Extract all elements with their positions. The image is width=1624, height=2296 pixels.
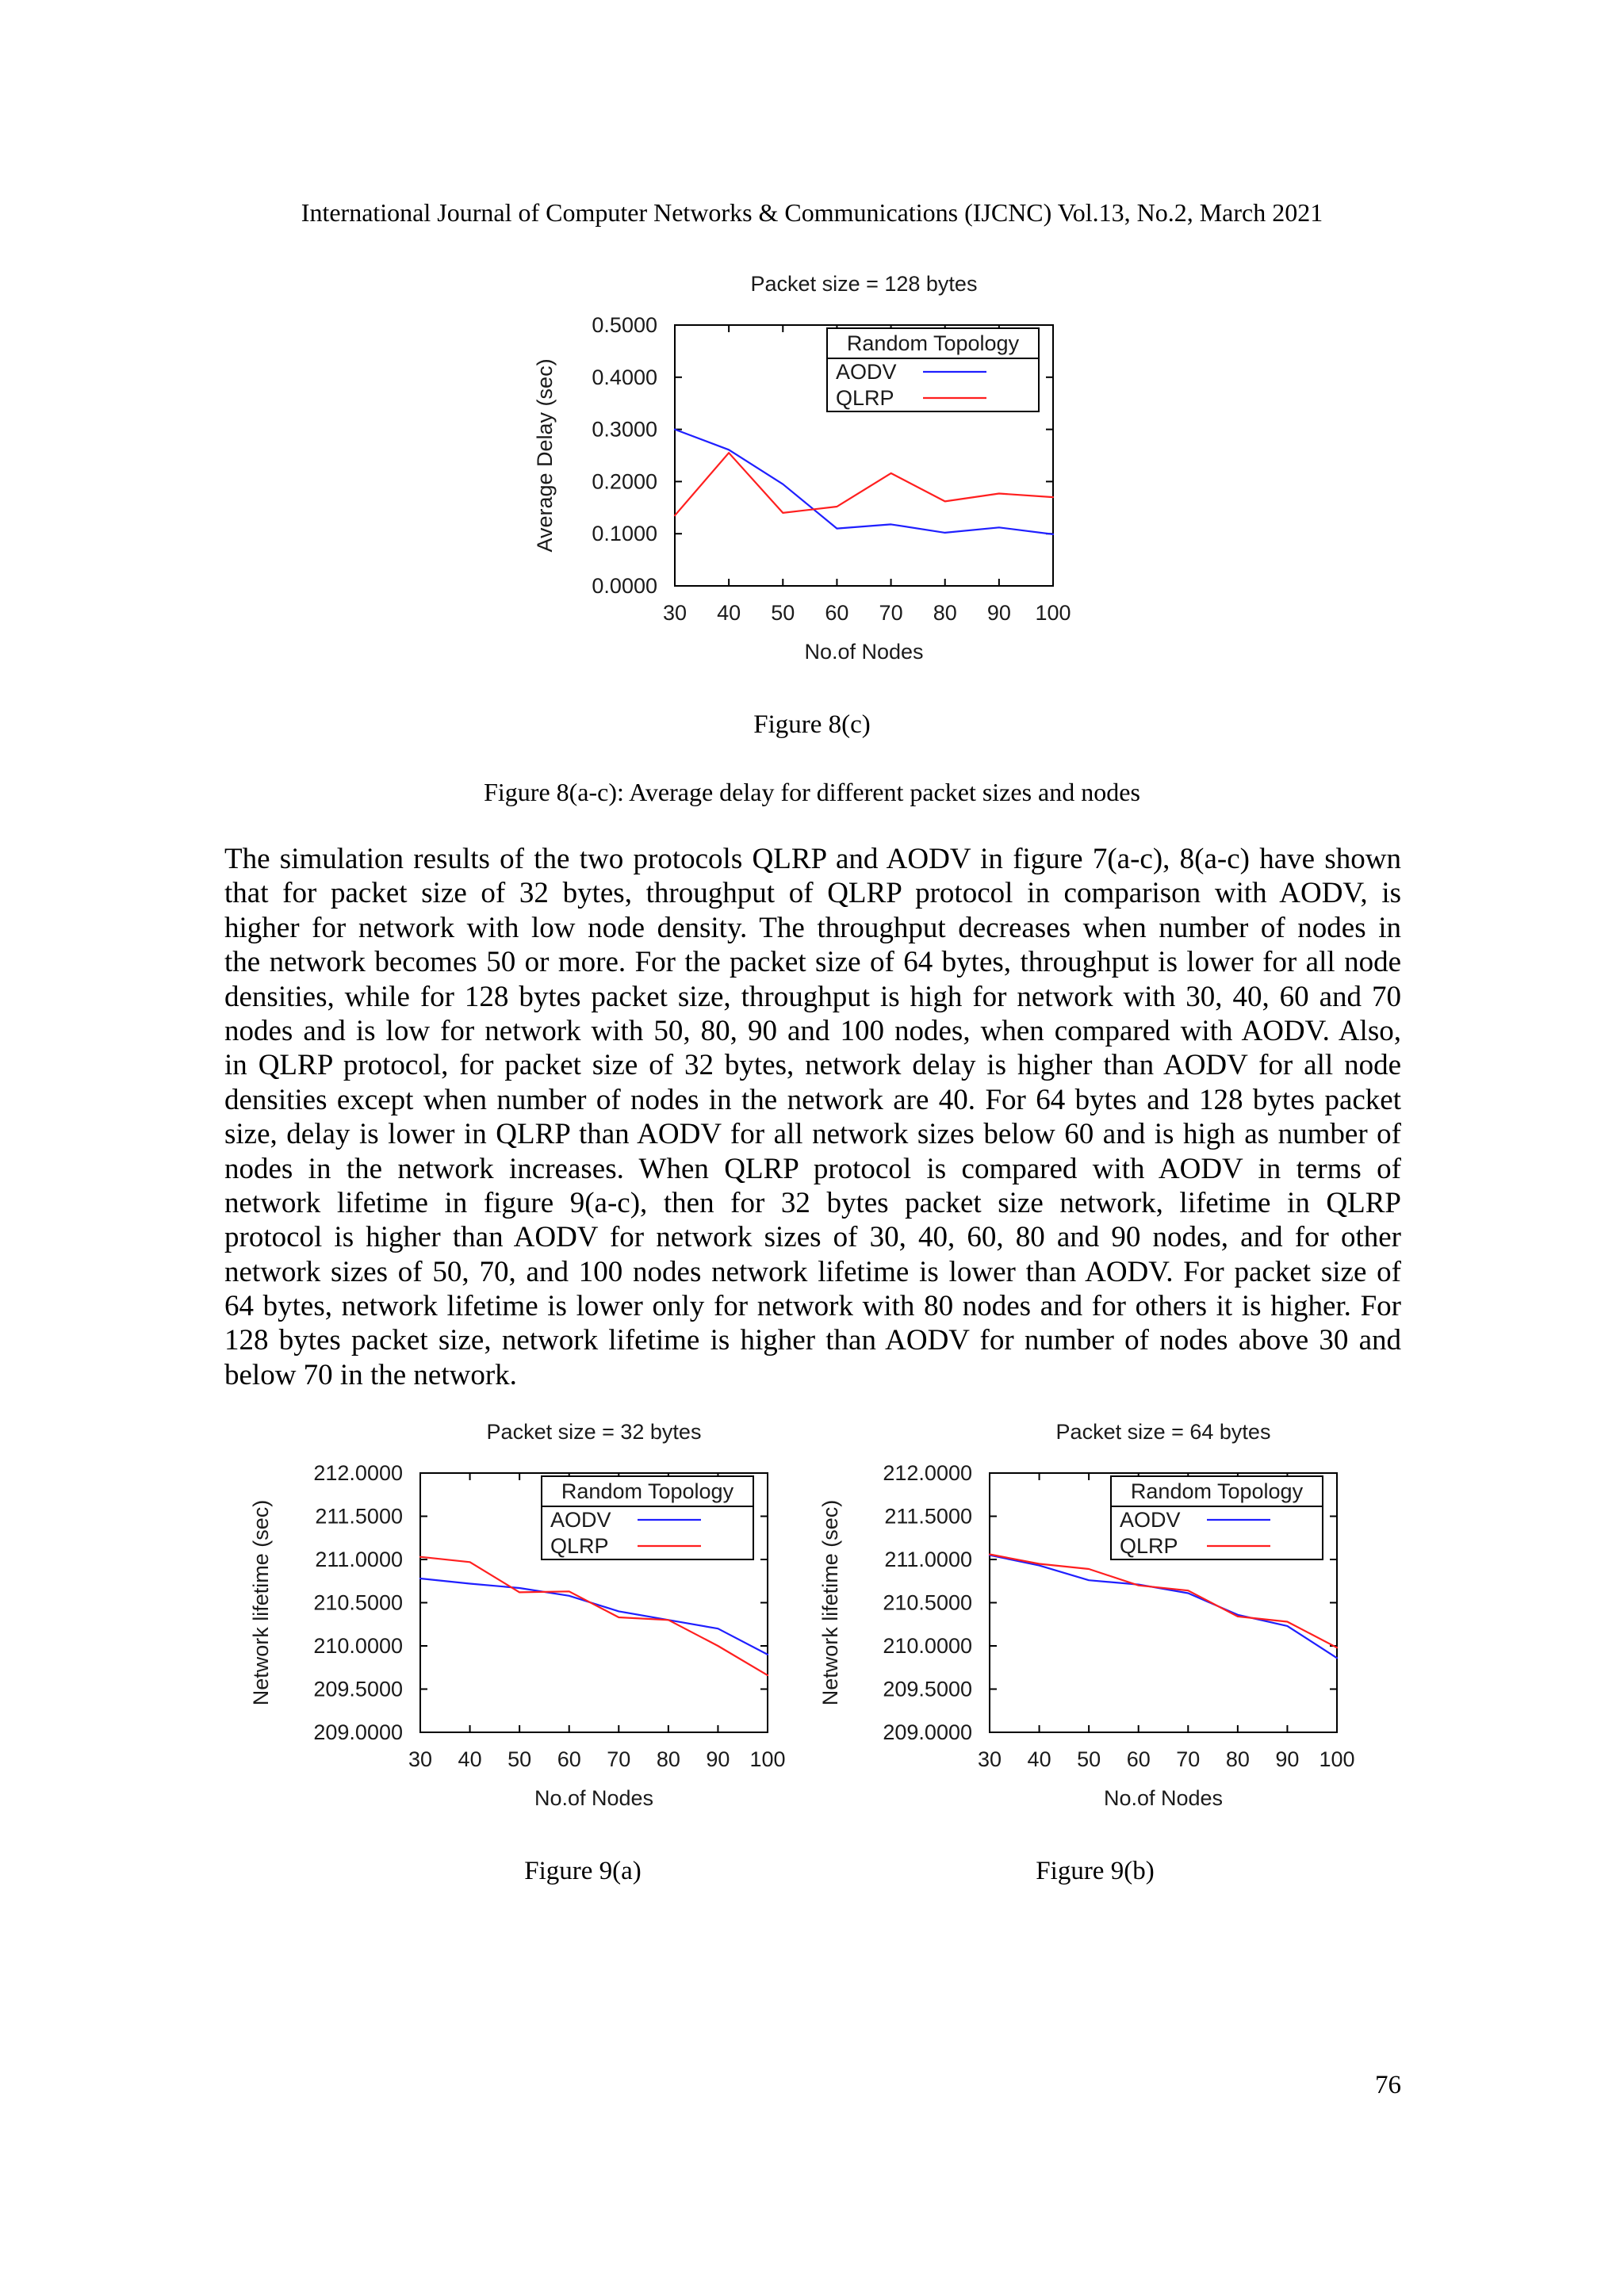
y-tick-label: 210.0000 bbox=[313, 1634, 403, 1658]
paragraph-line: 128 bytes packet size, network lifetime is higher than AODV for number of nodes above 30 and bbox=[224, 1324, 1401, 1357]
y-tick-label: 211.5000 bbox=[315, 1504, 403, 1529]
paragraph-line: 64 bytes, network lifetime is lower only for network with 80 nodes and for others it is higher. For bbox=[224, 1290, 1401, 1323]
chart-title: Packet size = 64 bytes bbox=[1055, 1420, 1271, 1444]
x-tick-label: 70 bbox=[1176, 1747, 1201, 1771]
legend-label-aodv: AODV bbox=[550, 1508, 611, 1532]
x-tick-label: 30 bbox=[662, 601, 688, 625]
series-line-qlrp bbox=[420, 1557, 768, 1675]
y-tick-label: 212.0000 bbox=[883, 1461, 972, 1485]
x-axis-label: No.of Nodes bbox=[804, 640, 924, 664]
y-tick-label: 0.0000 bbox=[592, 574, 657, 598]
y-tick-label: 211.5000 bbox=[884, 1504, 972, 1529]
x-tick-label: 50 bbox=[508, 1747, 532, 1771]
paragraph-line: size, delay is lower in QLRP than AODV for all network sizes below 60 and is high as number of bbox=[224, 1118, 1401, 1151]
paragraph-line: higher for network with low node density. The throughput decreases when number of nodes in bbox=[224, 911, 1401, 944]
legend-label-qlrp: QLRP bbox=[550, 1534, 609, 1558]
legend-title: Random Topology bbox=[846, 331, 1020, 355]
page-number: 76 bbox=[1375, 2071, 1401, 2099]
x-tick-label: 40 bbox=[1027, 1747, 1051, 1771]
y-tick-label: 210.5000 bbox=[313, 1590, 403, 1615]
figure-8-group-caption: Figure 8(a-c): Average delay for different packet sizes and nodes bbox=[484, 778, 1140, 806]
x-tick-label: 80 bbox=[1225, 1747, 1250, 1771]
legend-label-aodv: AODV bbox=[836, 360, 897, 384]
x-tick-label: 30 bbox=[977, 1747, 1002, 1771]
y-tick-label: 211.0000 bbox=[884, 1548, 972, 1571]
paragraph-line: densities, while for 128 bytes packet size, throughput is high for network with 30, 40, 60 and 70 bbox=[224, 980, 1401, 1013]
y-tick-label: 0.5000 bbox=[592, 313, 657, 337]
y-tick-label: 210.0000 bbox=[883, 1634, 972, 1658]
x-tick-label: 80 bbox=[656, 1747, 680, 1771]
chart-title: Packet size = 32 bytes bbox=[486, 1420, 702, 1444]
paragraph-line: nodes and is low for network with 50, 80, 90 and 100 nodes, when compared with AODV. Also, bbox=[224, 1014, 1401, 1047]
chart-title: Packet size = 128 bytes bbox=[750, 272, 978, 296]
legend bbox=[542, 1476, 753, 1559]
series-line-aodv bbox=[990, 1556, 1337, 1659]
x-tick-label: 100 bbox=[1319, 1747, 1355, 1771]
x-tick-label: 40 bbox=[458, 1747, 482, 1771]
y-tick-label: 0.1000 bbox=[592, 522, 657, 546]
y-tick-label: 209.0000 bbox=[883, 1720, 972, 1744]
y-tick-label: 212.0000 bbox=[313, 1461, 403, 1485]
body-paragraph bbox=[224, 842, 1401, 1392]
figure-9a-caption: Figure 9(a) bbox=[524, 1857, 642, 1885]
x-tick-label: 40 bbox=[717, 601, 741, 625]
legend-label-qlrp: QLRP bbox=[836, 386, 894, 410]
paragraph-line: network sizes of 50, 70, and 100 nodes network lifetime is lower than AODV. For packet size of bbox=[224, 1255, 1401, 1288]
y-tick-label: 210.5000 bbox=[883, 1590, 972, 1615]
x-axis-label: No.of Nodes bbox=[1103, 1786, 1224, 1810]
x-tick-label: 30 bbox=[408, 1747, 433, 1771]
series-line-aodv bbox=[675, 430, 1053, 534]
paragraph-line: in QLRP protocol, for packet size of 32 bytes, network delay is higher than AODV for all node bbox=[224, 1049, 1401, 1082]
y-tick-label: 209.0000 bbox=[313, 1720, 403, 1744]
running-header: International Journal of Computer Networks & Communications (IJCNC) Vol.13, No.2, March 2021 bbox=[301, 198, 1323, 227]
y-tick-label: 0.4000 bbox=[592, 365, 657, 389]
x-tick-label: 90 bbox=[1275, 1747, 1300, 1771]
x-tick-label: 60 bbox=[557, 1747, 581, 1771]
y-tick-label: 209.5000 bbox=[313, 1677, 403, 1701]
figure-8c-chart bbox=[492, 254, 1094, 674]
series-line-qlrp bbox=[990, 1555, 1337, 1648]
x-axis-label: No.of Nodes bbox=[534, 1786, 654, 1810]
figure-9b-caption: Figure 9(b) bbox=[1036, 1857, 1155, 1885]
y-axis-label: Network lifetime (sec) bbox=[249, 1499, 273, 1706]
x-tick-label: 60 bbox=[825, 601, 849, 625]
x-tick-label: 80 bbox=[933, 601, 957, 625]
x-tick-label: 60 bbox=[1126, 1747, 1151, 1771]
series-line-aodv bbox=[420, 1578, 768, 1655]
x-tick-label: 70 bbox=[607, 1747, 631, 1771]
x-tick-label: 100 bbox=[1035, 601, 1071, 625]
paragraph-line: that for packet size of 32 bytes, throughput of QLRP protocol in comparison with AODV, is bbox=[224, 877, 1401, 910]
legend bbox=[827, 328, 1039, 411]
y-axis-label: Network lifetime (sec) bbox=[818, 1499, 842, 1706]
x-tick-label: 50 bbox=[771, 601, 795, 625]
y-tick-label: 0.3000 bbox=[592, 417, 657, 442]
y-tick-label: 209.5000 bbox=[883, 1677, 972, 1701]
x-tick-label: 70 bbox=[879, 601, 903, 625]
x-tick-label: 90 bbox=[986, 601, 1011, 625]
paragraph-line: protocol is higher than AODV for network sizes of 30, 40, 60, 80 and 90 nodes, and for other bbox=[224, 1221, 1401, 1254]
legend-label-aodv: AODV bbox=[1120, 1508, 1181, 1532]
figure-9b-chart bbox=[793, 1403, 1380, 1823]
x-tick-label: 90 bbox=[706, 1747, 730, 1771]
paragraph-line: network lifetime in figure 9(a-c), then for 32 bytes packet size network, lifetime in QLRP bbox=[224, 1186, 1401, 1219]
legend-title: Random Topology bbox=[561, 1479, 734, 1503]
paragraph-line-last: below 70 in the network. bbox=[224, 1358, 517, 1391]
paragraph-line: densities except when number of nodes in the network are 40. For 64 bytes and 128 bytes packet bbox=[224, 1083, 1401, 1116]
series-line-qlrp bbox=[675, 453, 1053, 515]
legend-label-qlrp: QLRP bbox=[1120, 1534, 1178, 1558]
y-tick-label: 0.2000 bbox=[592, 469, 657, 494]
paragraph-line: The simulation results of the two protocols QLRP and AODV in figure 7(a-c), 8(a-c) have shown bbox=[224, 843, 1401, 875]
legend-title: Random Topology bbox=[1130, 1479, 1304, 1503]
x-tick-label: 50 bbox=[1077, 1747, 1101, 1771]
figure-8c-caption: Figure 8(c) bbox=[753, 710, 871, 739]
x-tick-label: 100 bbox=[749, 1747, 786, 1771]
figure-9a-chart bbox=[222, 1403, 809, 1823]
paragraph-line: nodes in the network increases. When QLRP protocol is compared with AODV in terms of bbox=[224, 1152, 1401, 1185]
legend bbox=[1111, 1476, 1323, 1559]
y-axis-label: Average Delay (sec) bbox=[533, 358, 557, 553]
paragraph-line: the network becomes 50 or more. For the packet size of 64 bytes, throughput is lower for all node bbox=[224, 946, 1401, 979]
y-tick-label: 211.0000 bbox=[315, 1548, 403, 1571]
